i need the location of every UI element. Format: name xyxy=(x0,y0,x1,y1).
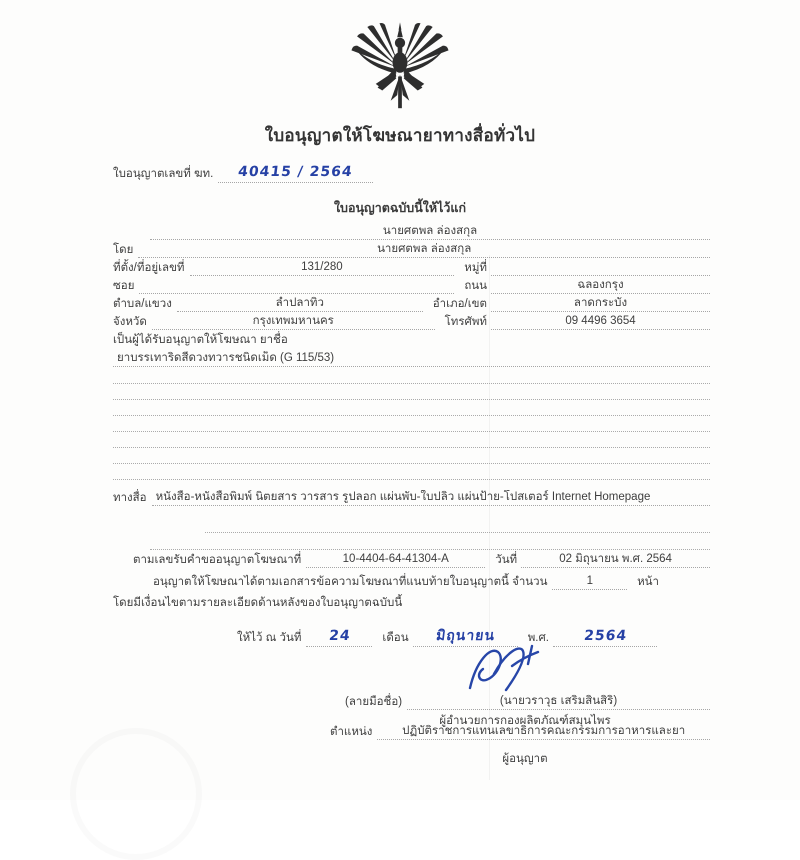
permit-number-row xyxy=(113,164,373,183)
request-date-label: วันที่ xyxy=(495,553,518,566)
by-name-value: นายศตพล ล่องสกุล xyxy=(138,242,710,258)
pages-unit-label: หน้า xyxy=(637,575,659,588)
moo-label: หมู่ที่ xyxy=(464,261,487,274)
blank-line xyxy=(113,465,710,480)
request-number-row xyxy=(133,552,710,568)
issued-month-value: มิถุนายน xyxy=(413,628,518,647)
district-value: ลาดกระบัง xyxy=(491,296,710,312)
by-row xyxy=(113,242,710,258)
permitted-line-label: เป็นผู้ได้รับอนุญาตให้โฆษณา ยาชื่อ xyxy=(113,334,288,346)
permitted-line-row xyxy=(113,333,710,348)
request-date-value: 02 มิถุนายน พ.ศ. 2564 xyxy=(521,552,710,568)
drug-name-value: ยาบรรเทาริดสีดวงทวารชนิดเม็ด (G 115/53) xyxy=(113,351,710,367)
grant-line-label: อนุญาตให้โฆษณาได้ตามเอกสารข้อความโฆษณาที่แนบท้ายใบอนุญาตนี้ จำนวน xyxy=(153,575,548,588)
media-row xyxy=(113,490,710,506)
province-label: จังหวัด xyxy=(113,315,147,328)
request-number-value: 10-4404-64-41304-A xyxy=(306,552,485,568)
soi-road-row xyxy=(113,278,710,294)
month-label: เดือน xyxy=(382,632,409,645)
issued-year-value: 2564 xyxy=(553,628,657,647)
signature-row xyxy=(345,694,710,710)
soi-value xyxy=(139,278,454,294)
licensee-name-row xyxy=(150,224,710,240)
drug-name-row xyxy=(113,351,710,367)
road-label: ถนน xyxy=(464,279,487,292)
garuda-emblem-icon xyxy=(344,22,456,116)
pages-count-value: 1 xyxy=(552,574,627,590)
era-label: พ.ศ. xyxy=(527,632,549,645)
media-value: หนังสือ-หนังสือพิมพ์ นิตยสาร วารสาร รูปลอก แผ่นพับ-ใบปลิว แผ่นป้าย-โปสเตอร์ Internet Homepage xyxy=(152,490,710,506)
blank-line xyxy=(113,417,710,432)
licensee-name-value: นายศตพล ล่องสกุล xyxy=(150,224,710,240)
blank-line xyxy=(113,369,710,384)
faint-stamp-ghost xyxy=(70,728,202,860)
document-title: ใบอนุญาตให้โฆษณายาทางสื่อทั่วไป xyxy=(264,126,536,145)
blank-line xyxy=(113,433,710,448)
issue-date-row xyxy=(237,628,657,647)
province-value: กรุงเทพมหานคร xyxy=(152,314,435,330)
address-value: 131/280 xyxy=(190,260,455,276)
blank-line xyxy=(113,401,710,416)
position-row xyxy=(330,724,710,740)
permit-number-label: ใบอนุญาตเลขที่ ฆท. xyxy=(113,168,214,181)
blank-line xyxy=(205,518,710,533)
address-label: ที่ตั้ง/ที่อยู่เลขที่ xyxy=(113,261,185,274)
media-label: ทางสื่อ xyxy=(113,491,147,504)
blank-line xyxy=(113,449,710,464)
by-label: โดย xyxy=(113,243,134,256)
acting-title-value: ปฏิบัติราชการแทนเลขาธิการคณะกรรมการอาหารและยา xyxy=(377,724,710,740)
issued-at-label: ให้ไว้ ณ วันที่ xyxy=(237,632,302,645)
signer-name-value: (นายวราวุธ เสริมสินสิริ) xyxy=(407,694,710,710)
phone-label: โทรศัพท์ xyxy=(444,315,487,328)
phone-value: 09 4496 3654 xyxy=(491,314,710,330)
handsign-label: (ลายมือชื่อ) xyxy=(345,695,403,708)
request-number-label: ตามเลขรับคำขออนุญาตโฆษณาที่ xyxy=(133,553,302,566)
province-phone-row xyxy=(113,314,710,330)
signer-title: ผู้อำนวยการกองผลิตภัณฑ์สมุนไพร xyxy=(439,715,611,727)
soi-label: ซอย xyxy=(113,279,135,292)
issued-to-heading: ใบอนุญาตฉบับนี้ให้ไว้แก่ xyxy=(333,201,467,215)
subdistrict-label: ตำบล/แขวง xyxy=(113,297,172,310)
moo-value xyxy=(491,260,710,276)
conditions-row xyxy=(113,596,613,611)
grantor-label: ผู้อนุญาต xyxy=(502,753,548,765)
issued-day-value: 24 xyxy=(306,628,372,647)
blank-line xyxy=(113,385,710,400)
grant-line-row xyxy=(153,574,663,590)
road-value: ฉลองกรุง xyxy=(491,278,710,294)
signature-ink-icon xyxy=(462,642,572,700)
district-label: อำเภอ/เขต xyxy=(432,297,487,310)
subdistrict-district-row xyxy=(113,296,710,312)
conditions-label: โดยมีเงื่อนไขตามรายละเอียดด้านหลังของใบอนุญาตฉบับนี้ xyxy=(113,597,403,609)
subdistrict-value: ลำปลาทิว xyxy=(177,296,423,312)
position-label: ตำแหน่ง xyxy=(330,725,373,738)
address-row xyxy=(113,260,710,276)
permit-number-value: 40415 / 2564 xyxy=(218,164,373,183)
blank-line xyxy=(150,535,710,550)
